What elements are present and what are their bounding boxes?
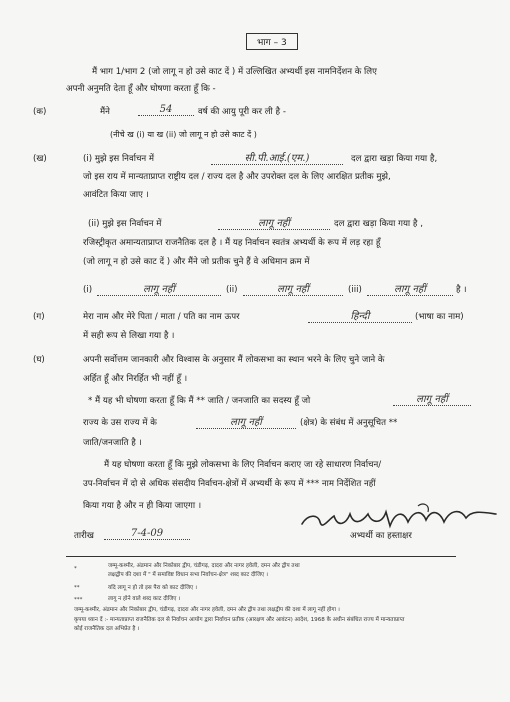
footnote-4-line-b: कृपया ध्यान दें :- मान्यताप्राप्त राजनैतिक दल से निर्वाचन आयोग द्वारा निर्वाचन प्रतीक (आरक्षण और आवंटन) आदेश, 1968 के अधीन संबंधित राज्य में मान्यताप्राप्त bbox=[74, 617, 405, 623]
footnote-divider bbox=[66, 556, 456, 557]
signature-label: अभ्यर्थी का हस्ताक्षर bbox=[350, 531, 412, 541]
footnote-3: लागू न होने वाले शब्द काट दीजिए । bbox=[108, 596, 181, 602]
symbol-choice-iii: लागू नहीं bbox=[367, 281, 453, 296]
clause-gha-line1: अपनी सर्वोत्तम जानकारी और विश्वास के अनुसार मैं लोकसभा का स्थान भरने के लिए चुने जाने के bbox=[83, 355, 385, 365]
footnote-1-mark: * bbox=[74, 566, 77, 572]
clause-gha-marker: (घ) bbox=[33, 355, 45, 365]
clause-ga-line2: में सही रूप से लिखा गया है । bbox=[83, 331, 175, 341]
intro-line-2: अपनी अनुमति देता हूँ और घोषणा करता हूँ कि - bbox=[66, 84, 216, 94]
clause-kha-ii-suffix: दल द्वारा खड़ा किया गया है , bbox=[334, 219, 423, 229]
clause-ka-note: (नीचे ख (i) या ख (ii) जो लागू न हो उसे काट दें ) bbox=[110, 130, 257, 139]
clause-kha-ii-line2: रजिस्ट्रीकृत अमान्यताप्राप्त राजनैतिक दल है । मैं यह निर्वाचन स्वतंत्र अभ्यर्थी के रूप में लड़ रहा हूँ bbox=[83, 238, 381, 248]
clause-kha-i-line2: जो इस राय में मान्यताप्राप्त राष्ट्रीय दल / राज्य दल है और उपरोक्त दल के लिए आरक्षित प्रतीक मुझे, bbox=[83, 172, 391, 182]
clause-kha-marker: (ख) bbox=[33, 154, 47, 164]
footnote-2: यदि लागू न हो तो इस पैरा को काट दीजिए । bbox=[108, 585, 197, 591]
date-value: 7-4-09 bbox=[104, 528, 190, 540]
symbol-choice-i-label: (i) bbox=[83, 285, 93, 295]
symbol-choice-ii: लागू नहीं bbox=[243, 281, 343, 296]
footnote-1-line-a: जम्मू-कश्मीर, अंडमान और निकोबार द्वीप, चंडीगढ़, दादरा और नागर हवेली, दमन और द्वीप तथा bbox=[108, 563, 300, 569]
clause-ka-marker: (क) bbox=[33, 107, 47, 117]
clause-kha-i-line3: आवंटित किया जाए । bbox=[83, 190, 149, 200]
symbol-choice-iii-label: (iii) bbox=[348, 285, 362, 295]
clause-kha-ii-prefix: (ii) मुझे इस निर्वाचन में bbox=[88, 219, 162, 229]
clause-gha-line2: अर्हित हूँ और निरर्हित भी नहीं हूँ । bbox=[83, 374, 188, 384]
language-handwritten: हिन्दी bbox=[308, 308, 412, 323]
clause-kha-ii-line3: (जो लागू न हो उसे काट दें ) और मैंने जो प्रतीक चुने हैं वे अधिमान क्रम में bbox=[83, 257, 310, 267]
clause-kha-i-suffix: दल द्वारा खड़ा किया गया है, bbox=[351, 154, 438, 164]
caste-line3: जाति/जनजाति है । bbox=[83, 438, 142, 448]
footnote-1-line-b: लक्षद्वीप की दशा में " में समाविष्ट विधान सभा निर्वाचन-क्षेत्र" शब्द काट दीजिए । bbox=[108, 572, 268, 578]
date-label: तारीख bbox=[74, 531, 94, 541]
declaration-line2: उप-निर्वाचन में दो से अधिक संसदीय निर्वाचन-क्षेत्रों में अभ्यर्थी के रूप में *** नाम निर्देशित नहीं bbox=[83, 479, 376, 489]
clause-ga-prefix: मेरा नाम और मेरे पिता / माता / पति का नाम ऊपर bbox=[83, 312, 240, 322]
clause-ka-suffix: वर्ष की आयु पूरी कर ली है - bbox=[198, 107, 286, 117]
caste-value: लागू नहीं bbox=[393, 391, 471, 406]
caste-prefix: * मैं यह भी घोषणा करता हूँ कि मैं ** जाति / जनजाति का सदस्य हूँ जो bbox=[88, 396, 311, 406]
clause-ka-prefix: मैंने bbox=[100, 107, 110, 117]
party-name-handwritten: सी.पी.आई.(एम.) bbox=[211, 150, 343, 165]
declaration-line1: मैं यह घोषणा करता हूँ कि मुझे लोकसभा के लिए निर्वाचन कराए जा रहे साधारण निर्वाचन/ bbox=[104, 460, 382, 470]
age-value: 54 bbox=[138, 104, 194, 116]
part-title: भाग – 3 bbox=[246, 33, 298, 50]
clause-ga-suffix: (भाषा का नाम) bbox=[415, 312, 464, 322]
footnote-2-mark: ** bbox=[74, 585, 80, 591]
party-ii-handwritten: लागू नहीं bbox=[218, 215, 330, 230]
intro-line-1: मैं भाग 1/भाग 2 (जो लागू न हो उसे काट दें ) में उल्लिखित अभ्यर्थी इस नामनिर्देशन के लिए bbox=[92, 67, 377, 77]
state-prefix: राज्य के उस राज्य में के bbox=[83, 418, 157, 428]
symbol-choice-i: लागू नहीं bbox=[97, 281, 221, 296]
symbol-choice-end: है । bbox=[456, 285, 467, 295]
state-value: लागू नहीं bbox=[196, 414, 296, 429]
declaration-line3: किया गया है और न ही किया जाएगा । bbox=[83, 501, 202, 511]
clause-ga-marker: (ग) bbox=[33, 312, 45, 322]
footnote-3-mark: *** bbox=[74, 597, 83, 603]
symbol-choice-ii-label: (ii) bbox=[226, 285, 238, 295]
clause-kha-i-prefix: (i) मुझे इस निर्वाचन में bbox=[83, 154, 155, 164]
footnote-4-line-a: जम्मू-कश्मीर, अंडमान और निकोबार द्वीप, चंडीगढ़, दादरा और नागर हवेली, दमन और द्वीप तथा लक्षद्वीप की दशा में लागू नहीं होगा । bbox=[74, 607, 340, 613]
state-suffix: (क्षेत्र) के संबंध में अनुसूचित ** bbox=[300, 418, 398, 428]
footnote-4-line-c: कोई राजनैतिक दल अभिप्रेत है । bbox=[74, 626, 140, 632]
